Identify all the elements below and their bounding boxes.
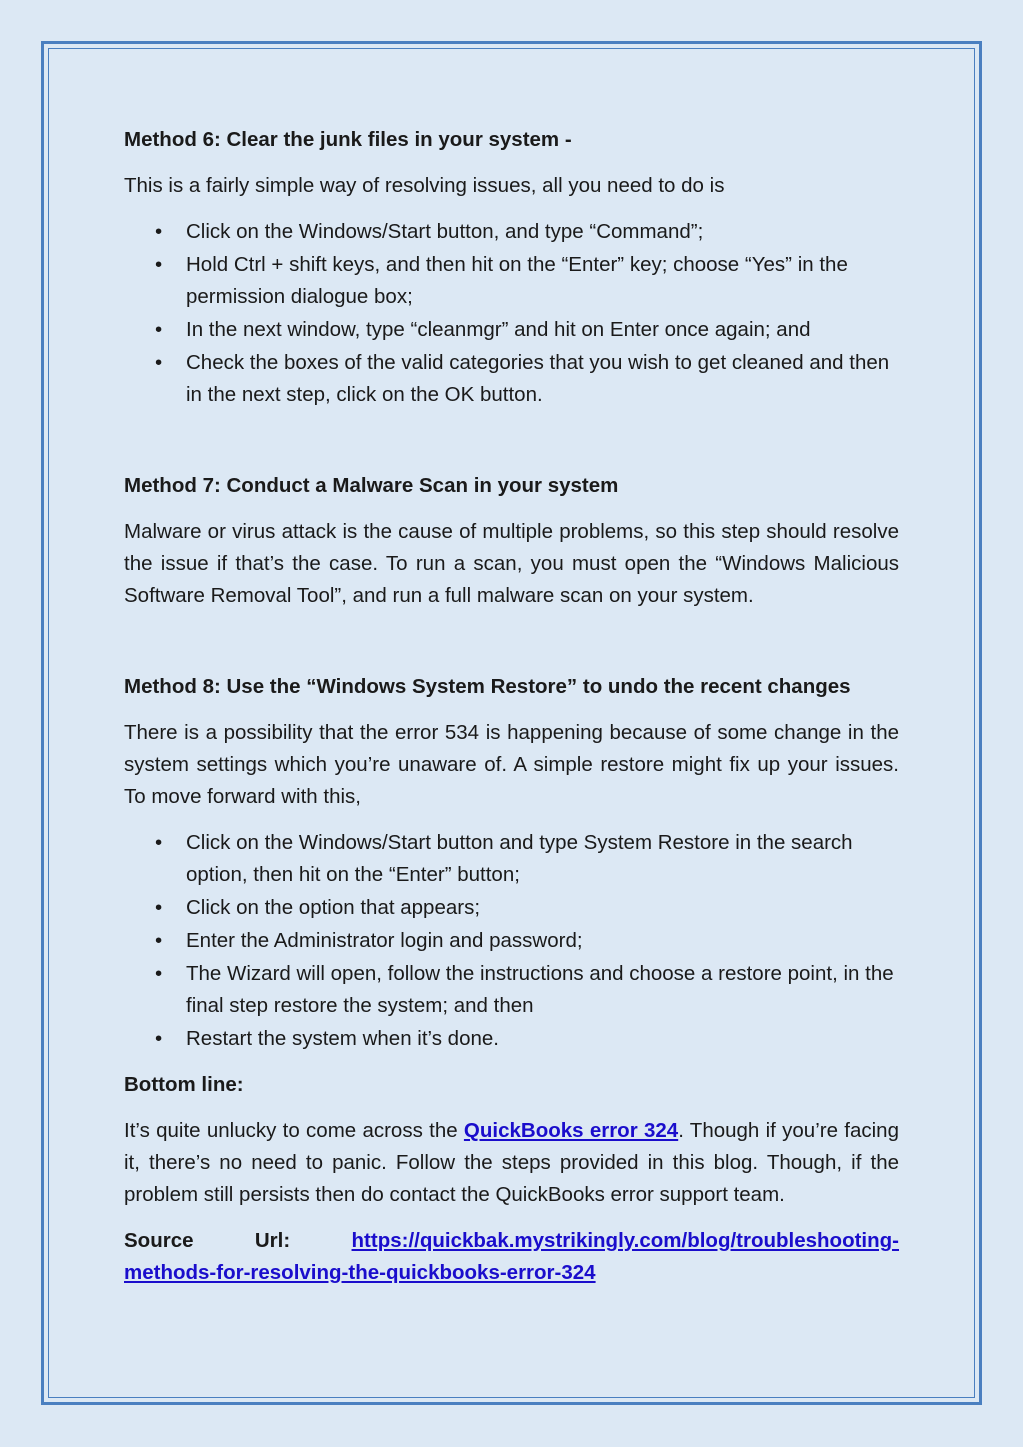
list-item (124, 925, 899, 957)
source-url-link[interactable]: https://quickbak.mystrikingly.com/blog/troubleshooting- (351, 1229, 899, 1252)
list-item (124, 347, 899, 411)
bottom-line-paragraph (124, 1115, 899, 1211)
source-url-link-continued[interactable]: methods-for-resolving-the-quickbooks-error-324 (124, 1261, 596, 1284)
list-item-text: Click on the option that appears; (186, 896, 481, 919)
bullet-icon: • (155, 318, 163, 341)
method8-steps-list (124, 827, 899, 1055)
list-item (124, 1023, 899, 1055)
source-url-row (124, 1225, 899, 1257)
bottom-line-heading: Bottom line: (124, 1073, 244, 1096)
list-item-text: Click on the Windows/Start button and type System Restore in the search option, then hit on the “Enter” button; (186, 831, 853, 886)
method7-heading: Method 7: Conduct a Malware Scan in your system (124, 474, 619, 497)
source-url-row-2 (124, 1257, 899, 1289)
list-item-text: Check the boxes of the valid categories that you wish to get cleaned and then in the next step, click on the OK button. (186, 351, 890, 406)
document-body (124, 124, 899, 1289)
list-item (124, 892, 899, 924)
bullet-icon: • (155, 962, 163, 985)
quickbooks-error-link[interactable]: QuickBooks error 324 (463, 1119, 679, 1142)
method6-heading: Method 6: Clear the junk files in your system - (124, 128, 572, 151)
list-item (124, 958, 899, 1022)
bullet-icon: • (155, 220, 163, 243)
bottom-line-text-before: It’s quite unlucky to come across the (124, 1119, 464, 1142)
list-item-text: Click on the Windows/Start button, and type “Command”; (186, 220, 704, 243)
list-item (124, 314, 899, 346)
bullet-icon: • (155, 253, 163, 276)
list-item-text: In the next window, type “cleanmgr” and hit on Enter once again; and (186, 318, 811, 341)
list-item-text: The Wizard will open, follow the instructions and choose a restore point, in the final step restore the system; and then (186, 962, 894, 1017)
source-label: Source (124, 1229, 194, 1252)
bullet-icon: • (155, 831, 163, 854)
bullet-icon: • (155, 896, 163, 919)
list-item-text: Hold Ctrl + shift keys, and then hit on the “Enter” key; choose “Yes” in the permission dialogue box; (186, 253, 848, 308)
method6-intro: This is a fairly simple way of resolving issues, all you need to do is (124, 174, 725, 197)
bullet-icon: • (155, 929, 163, 952)
bullet-icon: • (155, 1027, 163, 1050)
method6-steps-list (124, 216, 899, 411)
method8-heading: Method 8: Use the “Windows System Restore” to undo the recent changes (124, 675, 851, 698)
method8-paragraph: There is a possibility that the error 534 is happening because of some change in the system settings which you’re unaware of. A simple restore might fix up your issues. To move forward with this, (124, 721, 899, 808)
method7-paragraph: Malware or virus attack is the cause of multiple problems, so this step should resolve the issue if that’s the case. To run a scan, you must open the “Windows Malicious Software Removal Tool”, and run a full malware scan on your system. (124, 520, 899, 607)
list-item-text: Restart the system when it’s done. (186, 1027, 499, 1050)
list-item (124, 216, 899, 248)
bottom-line-text-after: . Though if you’re facing it, there’s no need to panic. Follow the steps provided in this blog. Though, if the problem still persists then do contact the QuickBooks error support team. (124, 1119, 899, 1206)
url-label: Url: (254, 1229, 291, 1252)
list-item (124, 827, 899, 891)
bullet-icon: • (155, 351, 163, 374)
list-item (124, 249, 899, 313)
list-item-text: Enter the Administrator login and password; (186, 929, 583, 952)
